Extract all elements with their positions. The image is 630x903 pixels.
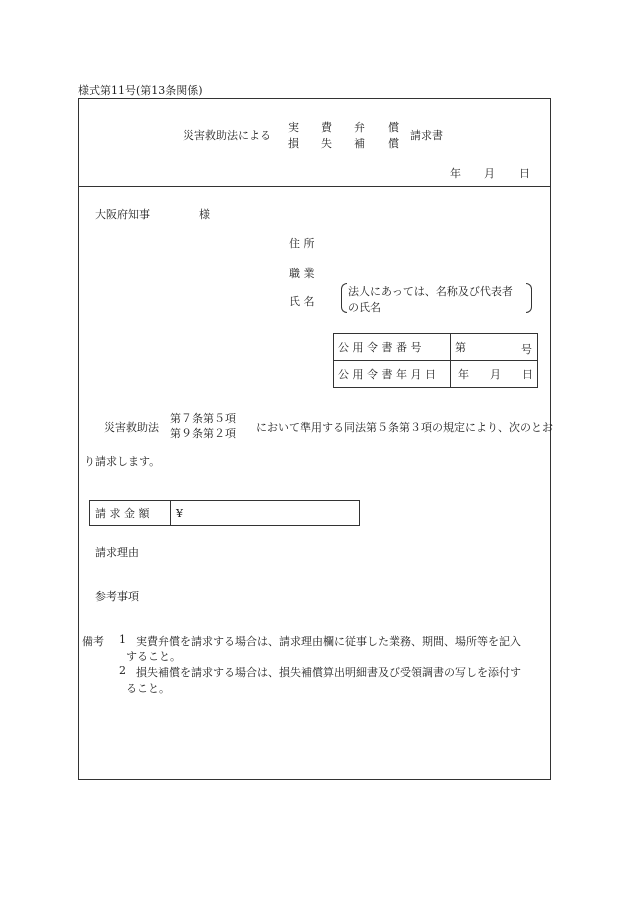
req-month: 月: [490, 368, 501, 381]
title-bottom-char: 償: [388, 137, 399, 150]
note-number: 1: [119, 633, 126, 646]
name-note-line1: 法人にあっては、名称及び代表者: [348, 285, 513, 298]
note-text: 損失補償を請求する場合は、損失補償算出明細書及び受領調書の写しを添付す: [136, 666, 521, 679]
name-note-line2: の氏名: [348, 301, 381, 314]
notes-heading: 備考: [82, 635, 104, 648]
title-top-char: 実: [288, 121, 299, 134]
number-prefix: 第: [455, 341, 466, 354]
amount-field[interactable]: [171, 501, 360, 526]
name-note-bracket-right: [526, 283, 532, 313]
title-bottom-char: 補: [354, 137, 365, 150]
title-bottom-char: 損: [288, 137, 299, 150]
requisition-date-label: 公 用 令 書 年 月 日: [334, 361, 451, 388]
req-year: 年: [458, 368, 469, 381]
header-divider: [78, 186, 551, 187]
article-option-1: 第７条第５項: [170, 412, 236, 425]
note-number: 2: [119, 664, 126, 677]
note-text: 実費弁償を請求する場合は、請求理由欄に従事した業務、期間、場所等を記入: [136, 635, 521, 648]
title-prefix: 災害救助法による: [183, 129, 271, 142]
name-label: 氏 名: [289, 295, 315, 308]
address-label: 住 所: [289, 237, 315, 250]
body-line2: り請求します。: [84, 455, 161, 468]
requisition-table: [333, 333, 538, 388]
title-top-char: 費: [321, 121, 332, 134]
addressee-name: 大阪府知事: [95, 208, 150, 221]
note-text-cont: ること。: [126, 682, 170, 695]
number-suffix: 号: [521, 343, 532, 356]
reason-label: 請求理由: [95, 546, 139, 559]
form-number-label: 様式第11号(第13条関係): [78, 84, 203, 97]
date-day-label: 日: [519, 167, 530, 180]
requisition-number-label: 公 用 令 書 番 号: [334, 334, 451, 361]
note-text-cont: すること。: [126, 650, 181, 663]
requisition-date-field[interactable]: [451, 361, 538, 388]
requisition-number-row: [334, 334, 538, 361]
title-top-char: 弁: [354, 121, 365, 134]
date-month-label: 月: [484, 167, 495, 180]
date-year-label: 年: [450, 167, 461, 180]
title-bottom-char: 失: [321, 137, 332, 150]
body-continuation: において準用する同法第５条第３項の規定により、次のとお: [256, 421, 553, 434]
title-top-char: 償: [388, 121, 399, 134]
article-option-2: 第９条第２項: [170, 427, 236, 440]
name-note-bracket-left: [341, 283, 347, 313]
title-suffix: 請求書: [410, 129, 443, 142]
occupation-label: 職 業: [289, 267, 315, 280]
amount-label: 請 求 金 額: [90, 501, 171, 526]
addressee-honorific: 様: [199, 208, 210, 221]
currency-symbol: ¥: [176, 506, 183, 520]
requisition-date-row: [334, 361, 538, 388]
amount-table: [89, 500, 360, 526]
requisition-number-field[interactable]: [451, 334, 538, 361]
law-name: 災害救助法: [104, 421, 159, 434]
req-day: 日: [522, 368, 533, 381]
remarks-label: 参考事項: [95, 590, 139, 603]
